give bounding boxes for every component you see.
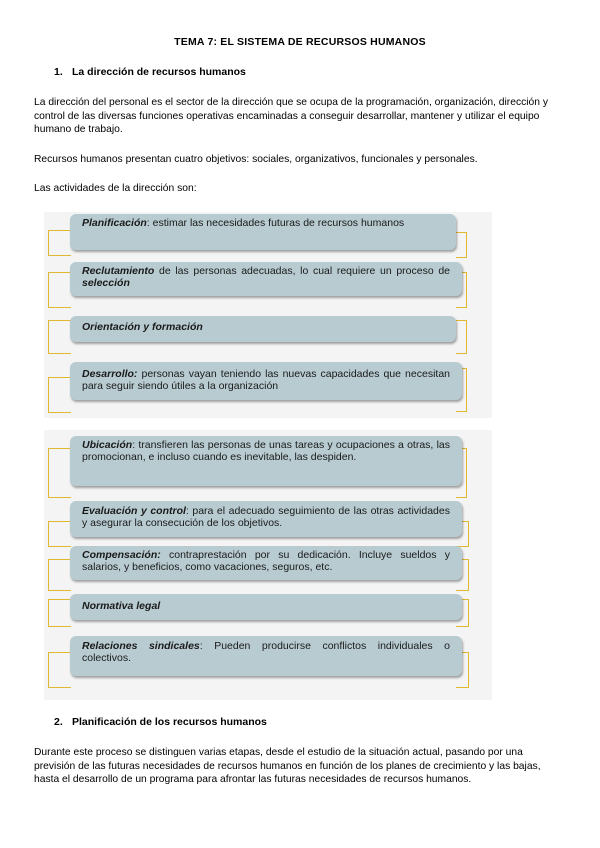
page-title: TEMA 7: EL SISTEMA DE RECURSOS HUMANOS: [174, 36, 426, 48]
activity-term: Desarrollo:: [82, 368, 138, 380]
activity-evaluacion: [70, 501, 462, 537]
activity-relaciones: [70, 636, 462, 676]
paragraph-planificacion: Durante este proceso se distinguen varias etapas, desde el estudio de la situación actual, pasando por una previsión de las futuras necesidades de recursos humanos en función de los planes de crecimiento y las bajas, hasta el desarrollo de un programa para afrontar las futuras necesidades de recursos humanos.: [34, 747, 541, 786]
activity-text: : para el adecuado seguimiento de las otras actividades y asegurar la consecución de los objetivos.: [82, 505, 450, 529]
activity-desarrollo: [70, 362, 462, 400]
activity-text: : transfieren las personas de unas tareas y ocupaciones a otras, las promocionan, e incluso cuando es inevitable, las despiden.: [82, 439, 450, 463]
bracket: [456, 320, 467, 354]
activity-orientacion: [70, 316, 456, 342]
diagram-separator: [44, 418, 492, 430]
activity-term: Orientación y formación: [82, 321, 203, 333]
activity-term: Ubicación: [82, 439, 133, 451]
section-2-heading: [54, 716, 267, 728]
section-2-number: 2.: [54, 716, 63, 728]
bracket: [48, 272, 71, 308]
section-1-title: La dirección de recursos humanos: [72, 66, 246, 78]
activity-term: Compensación:: [82, 549, 161, 561]
activity-term: Normativa legal: [82, 600, 161, 612]
bracket: [48, 320, 71, 354]
activity-term: Evaluación y control: [82, 505, 186, 517]
section-1-heading: [54, 66, 246, 78]
activity-normativa: [70, 594, 462, 620]
bracket: [48, 521, 71, 547]
activity-term-2: selección: [82, 276, 130, 289]
activity-term: Reclutamiento: [82, 265, 155, 277]
bracket: [48, 377, 71, 413]
activity-term: Planificación: [82, 217, 147, 229]
paragraph-activities-intro: Las actividades de la dirección son:: [34, 183, 197, 194]
bracket: [48, 599, 71, 627]
activity-text: contraprestación por su dedicación. Incluye sueldos y salarios, y beneficios, como vacaciones, seguros, etc.: [82, 549, 450, 573]
bracket: [48, 230, 71, 256]
bracket: [456, 232, 467, 258]
section-2-title: Planificación de los recursos humanos: [72, 716, 267, 728]
activity-text: : estimar las necesidades futuras de recursos humanos: [146, 217, 405, 229]
activity-term: Relaciones sindicales: [82, 640, 200, 652]
bracket: [48, 652, 71, 688]
activity-compensacion: [70, 546, 462, 580]
activity-planificacion: [70, 214, 456, 250]
bracket: [48, 559, 71, 591]
paragraph-objectives: Recursos humanos presentan cuatro objetivos: sociales, organizativos, funcionales y personales.: [34, 154, 478, 165]
activity-text: : Pueden producirse conflictos individuales o colectivos.: [82, 640, 450, 664]
activity-ubicacion: [70, 436, 462, 486]
activity-text: personas vayan teniendo las nuevas capacidades que necesitan para seguir siendo útiles a la organización: [82, 368, 450, 392]
activity-text: de las personas adecuadas, lo cual requiere un proceso de: [154, 265, 450, 277]
paragraph-definition: La dirección del personal es el sector de la dirección que se ocupa de la programación, organización, dirección y control de las diversas funciones operativas encaminadas a conseguir desarrollar, mantener y utilizar el equipo humano de trabajo.: [34, 97, 548, 136]
bracket: [48, 448, 71, 498]
section-1-number: 1.: [54, 66, 63, 78]
activity-reclutamiento: [70, 262, 462, 296]
